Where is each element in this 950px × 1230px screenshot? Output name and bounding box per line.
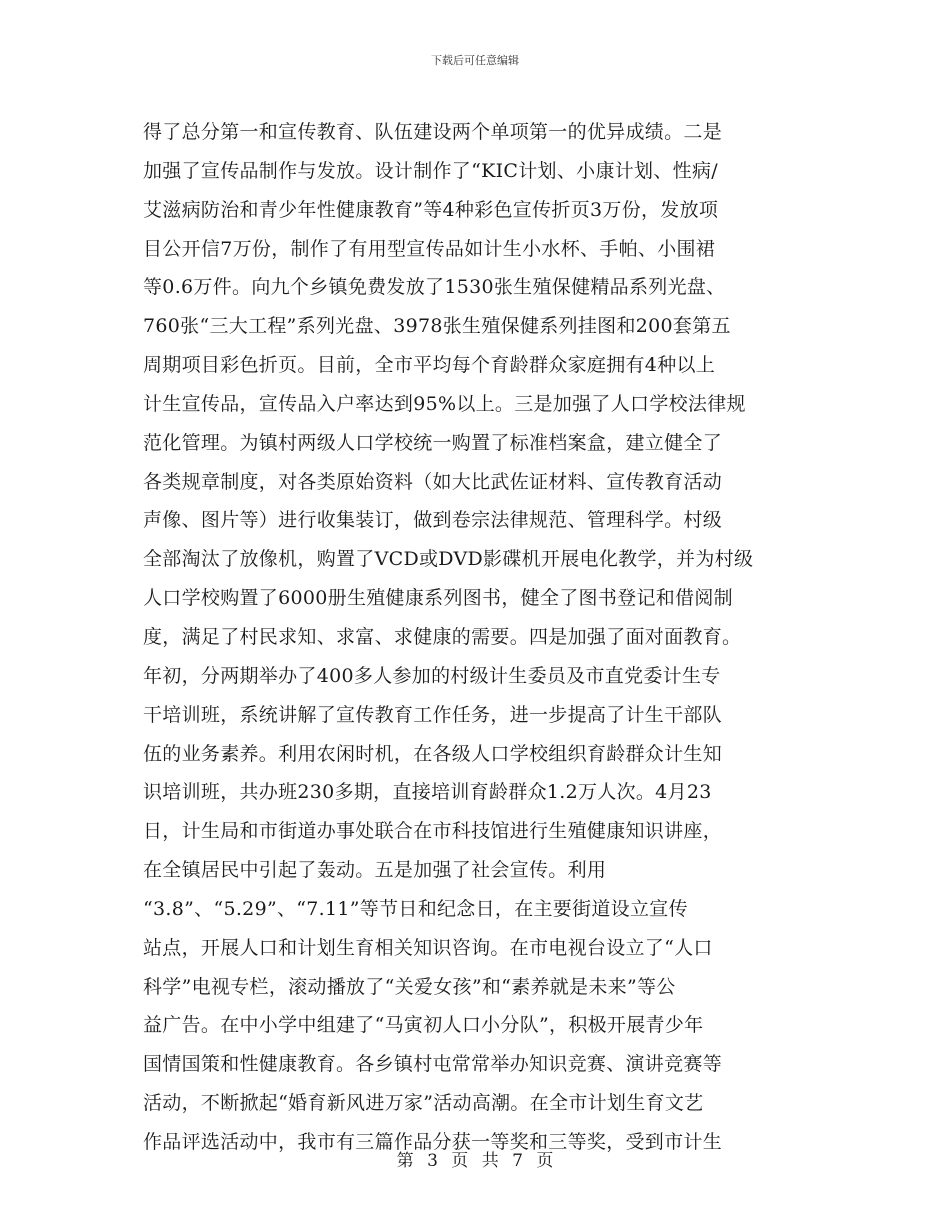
text-line: 科学”电视专栏，滚动播放了“关爱女孩”和“素养就是未来”等公 <box>143 975 676 998</box>
text-line: 伍的业务素养。利用农闲时机，在各级人口学校组织育龄群众计生知 <box>143 742 723 765</box>
text-line: 识培训班，共办班230多期，直接培训育龄群众1.2万人次。4月23 <box>143 781 712 804</box>
text-line: 日，计生局和市街道办事处联合在市科技馆进行生殖健康知识讲座， <box>143 820 723 843</box>
text-line: 目公开信7万份，制作了有用型宣传品如计生小水杯、手帕、小围裙 <box>143 237 716 260</box>
text-line: 得了总分第一和宣传教育、队伍建设两个单项第一的优异成绩。二是 <box>143 121 723 143</box>
page-footer: 第 3 页 共 7 页 <box>396 1151 554 1171</box>
text-line: “3.8”、“5.29”、“7.11”等节日和纪念日，在主要街道设立宣传 <box>143 897 688 920</box>
text-line: 各类规章制度，对各类原始资料（如大比武佐证材料、宣传教育活动 <box>143 470 723 493</box>
text-line: 年初，分两期举办了400多人参加的村级计生委员及市直党委计生专 <box>143 664 721 687</box>
text-line: 人口学校购置了6000册生殖健康系列图书，健全了图书登记和借阅制 <box>143 587 733 610</box>
text-line: 760张“三大工程”系列光盘、3978张生殖保健系列挂图和200套第五 <box>143 315 731 338</box>
text-line: 周期项目彩色折页。目前，全市平均每个育龄群众家庭拥有4种以上 <box>143 354 716 377</box>
text-line: 艾滋病防治和青少年性健康教育”等4种彩色宣传折页3万份，发放项 <box>143 198 719 221</box>
page-header: 下载后可任意编辑 <box>431 54 519 67</box>
text-line: 干培训班，系统讲解了宣传教育工作任务，进一步提高了计生干部队 <box>143 703 723 726</box>
text-line: 全部淘汰了放像机，购置了VCD或DVD影碟机开展电化教学，并为村级 <box>143 548 754 571</box>
text-line: 声像、图片等）进行收集装订，做到卷宗法律规范、管理科学。村级 <box>143 509 723 532</box>
body-text <box>143 113 823 1162</box>
text-line: 加强了宣传品制作与发放。设计制作了“KIC计划、小康计划、性病/ <box>143 159 718 182</box>
text-line: 范化管理。为镇村两级人口学校统一购置了标准档案盒，建立健全了 <box>143 431 723 454</box>
text-line: 在全镇居民中引起了轰动。五是加强了社会宣传。利用 <box>143 859 607 882</box>
text-line: 等0.6万件。向九个乡镇免费发放了1530张生殖保健精品系列光盘、 <box>143 276 726 299</box>
text-line: 益广告。在中小学中组建了“马寅初人口小分队”，积极开展青少年 <box>143 1014 704 1037</box>
text-line: 度，满足了村民求知、求富、求健康的需要。四是加强了面对面教育。 <box>143 625 742 648</box>
text-line: 作品评选活动中，我市有三篇作品分获一等奖和三等奖，受到市计生 <box>143 1130 723 1153</box>
text-line: 国情国策和性健康教育。各乡镇村屯常常举办知识竞赛、演讲竞赛等 <box>143 1053 723 1076</box>
text-line: 计生宣传品，宣传品入户率达到95%以上。三是加强了人口学校法律规 <box>143 392 746 415</box>
text-line: 站点，开展人口和计划生育相关知识咨询。在市电视台设立了“人口 <box>143 936 713 959</box>
text-line: 活动，不断掀起“婚育新风进万家”活动高潮。在全市计划生育文艺 <box>143 1092 704 1115</box>
